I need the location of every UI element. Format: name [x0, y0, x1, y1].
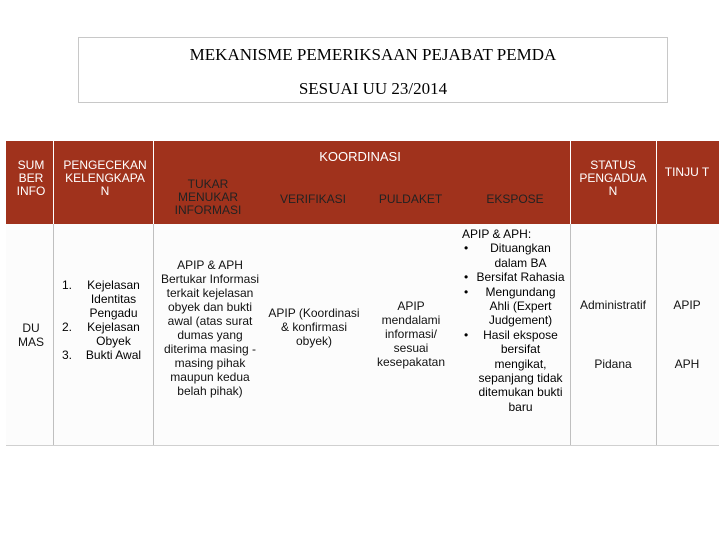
column-divider — [153, 224, 154, 446]
list-item: • Mengundang Ahli (Expert Judgement) — [464, 284, 556, 328]
table-bottom-line — [6, 445, 719, 446]
header-divider — [153, 141, 154, 224]
header-status: STATUS PENGADUA N — [579, 158, 647, 198]
header-tinjut: TINJU T — [664, 165, 710, 179]
list-item: 1. Kejelasan Identitas Pengadu — [62, 278, 140, 320]
status-administratif: Administratif — [579, 298, 647, 312]
tinjut-apip: APIP — [673, 298, 701, 312]
header-puldaket: PULDAKET — [378, 192, 443, 206]
column-divider — [53, 224, 54, 446]
sumber-info-value: DU MAS — [17, 321, 44, 349]
list-item: • Dituangkan dalam BA — [464, 241, 551, 270]
header-verifikasi: VERIFIKASI — [279, 192, 347, 206]
puldaket-text: APIP mendalami informasi/ sesuai kesepakatan — [376, 299, 446, 369]
pengecekan-list — [62, 278, 148, 362]
header-pengecekan: PENGECEKAN KELENGKAPA N — [63, 158, 147, 198]
status-pidana: Pidana — [594, 357, 632, 371]
header-koordinasi: KOORDINASI — [319, 149, 401, 164]
list-item: 3. Bukti Awal — [62, 348, 142, 362]
header-divider — [53, 141, 54, 224]
verifikasi-text: APIP (Koordinasi & konfirmasi obyek) — [268, 306, 360, 348]
ekspose-intro: APIP & APH: — [462, 227, 532, 241]
header-ekspose: EKSPOSE — [486, 192, 544, 206]
tinjut-aph: APH — [674, 357, 700, 371]
title-line-1: MEKANISME PEMERIKSAAN PEJABAT PEMDA — [189, 45, 557, 64]
title-box — [78, 37, 668, 103]
list-item: • Hasil ekspose bersifat mengikat, sepanjang tidak ditemukan bukti baru — [464, 327, 563, 414]
header-tukar-menukar: TUKAR MENUKAR INFORMASI — [174, 177, 242, 217]
title-line-2: SESUAI UU 23/2014 — [298, 79, 448, 98]
list-item: • Bersifat Rahasia — [464, 270, 565, 285]
header-divider — [570, 141, 571, 224]
column-divider — [570, 224, 571, 446]
tukar-menukar-text: APIP & APH Bertukar Informasi terkait kejelasan obyek dan bukti awal (atas surat dumas yang diterima masing -masing pihak maupun kedua belah pihak) — [160, 258, 260, 398]
header-sumber-info: SUM BER INFO — [16, 158, 46, 198]
header-divider — [656, 141, 657, 224]
list-item: 2. Kejelasan Obyek — [62, 320, 140, 348]
ekspose-list — [462, 227, 566, 414]
column-divider — [656, 224, 657, 446]
